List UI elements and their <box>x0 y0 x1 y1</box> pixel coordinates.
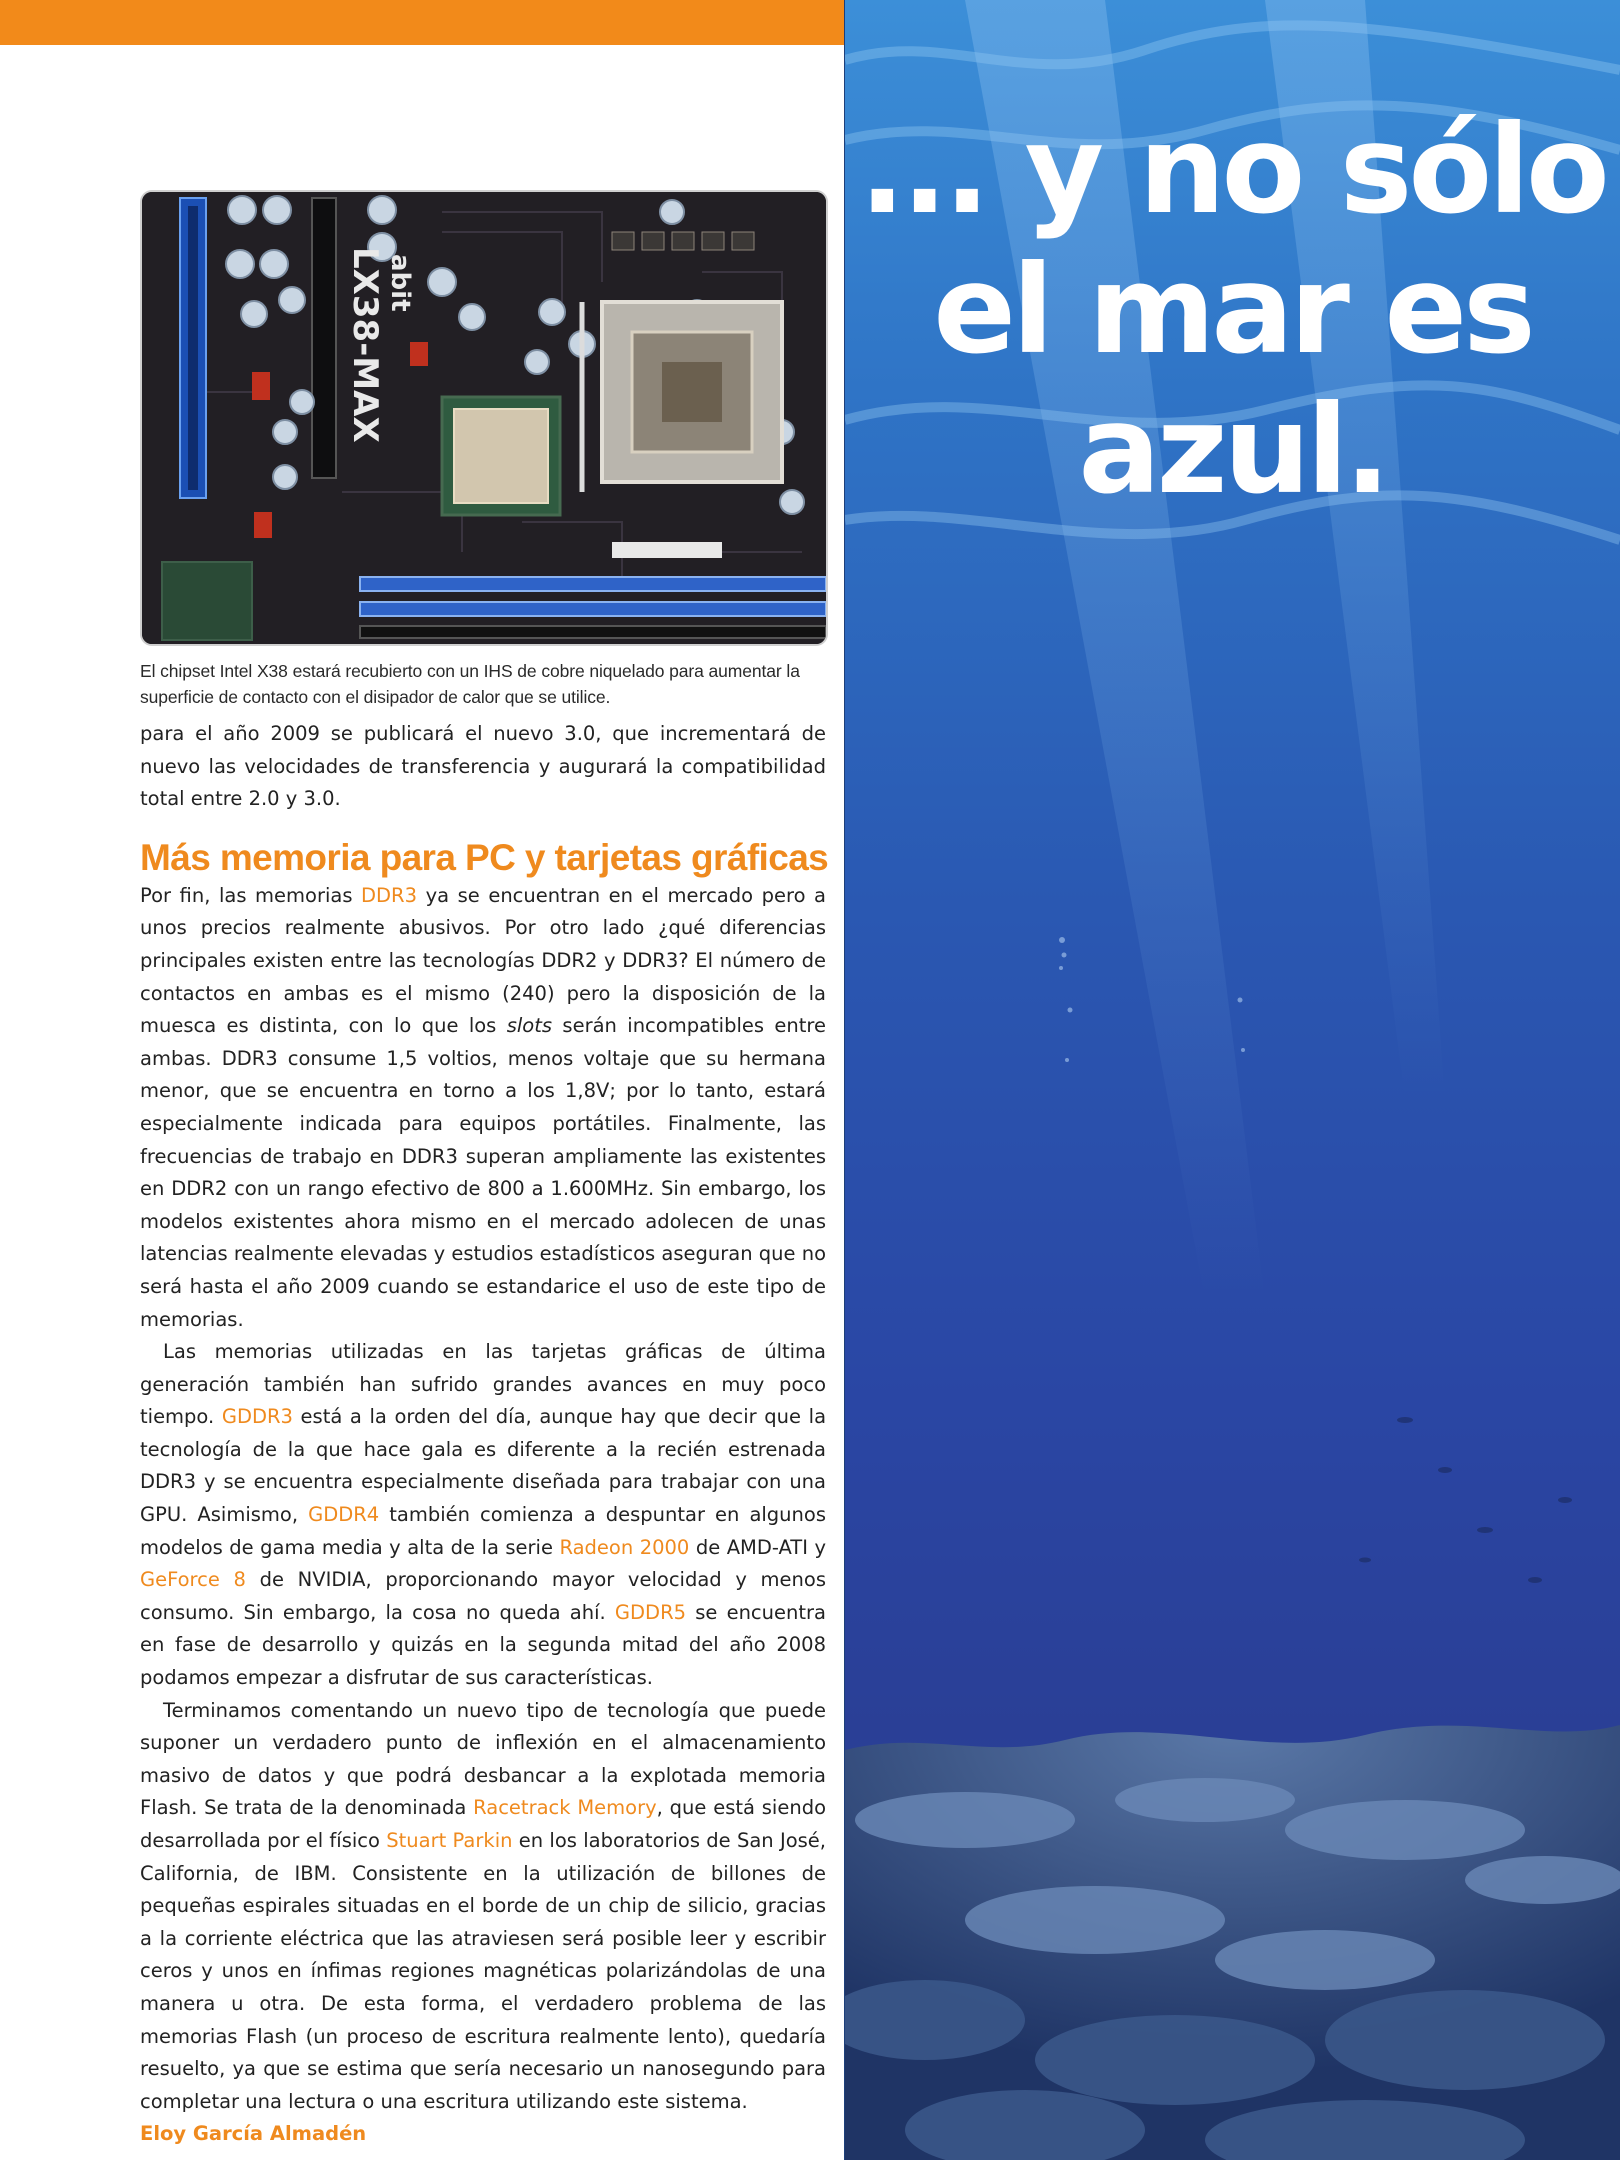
ad-slogan <box>845 100 1620 520</box>
motherboard-illustration <box>142 192 826 644</box>
link-gddr3[interactable]: GDDR3 <box>221 1405 293 1429</box>
motherboard-photo <box>140 190 828 646</box>
slogan-line-3: azul. <box>1078 379 1387 521</box>
paragraph-ddr3 <box>140 880 826 1336</box>
link-racetrack-memory[interactable]: Racetrack Memory <box>473 1796 657 1820</box>
article-author: Eloy García Almadén <box>140 2122 367 2146</box>
text-run: , que está siendo desarrollada por el físico <box>140 1796 826 1852</box>
section-heading: Más memoria para PC y tarjetas gráficas <box>140 836 829 878</box>
paragraph-gddr <box>140 1336 826 1695</box>
link-ddr3[interactable]: DDR3 <box>361 883 418 907</box>
intro-paragraph: para el año 2009 se publicará el nuevo 3.0, que incrementará de nuevo las velocidades de transferencia y augurará la compatibilidad total entre 2.0 y 3.0. <box>140 722 826 811</box>
ad-panel <box>845 0 1620 2160</box>
text-run: Las memorias utilizadas en las tarjetas gráficas de última generación también han sufrido grandes avances en muy poco tiempo. <box>140 1340 826 1429</box>
text-run: ya se encuentran en el mercado pero a unos precios realmente abusivos. Por otro lado ¿qué diferencias principales existen entre las tecnologías DDR2 y DDR3? El número de contactos en ambas es el mismo (240) pero la disposición de la muesca es distinta, con lo que los <box>140 883 826 1038</box>
text-run: de NVIDIA, proporcionando mayor velocidad y menos consumo. Sin embargo, la cosa no queda ahí. <box>140 1568 826 1624</box>
board-model-label: LX38-MAX <box>345 247 385 443</box>
photo-caption: El chipset Intel X38 estará recubierto con un IHS de cobre niquelado para aumentar la superficie de contacto con el disipador de calor que se utilice. <box>140 661 800 707</box>
text-run: Terminamos comentando un nuevo tipo de tecnología que puede suponer un verdadero punto de inflexión en el almacenamiento masivo de datos y que podrá desbancar a la explotada memoria Flash. Se trata de la denominada <box>140 1698 826 1820</box>
link-radeon-2000[interactable]: Radeon 2000 <box>559 1535 690 1559</box>
paragraph-racetrack <box>140 1695 826 2119</box>
link-geforce-8[interactable]: GeForce 8 <box>140 1568 246 1592</box>
text-run: se encuentra en fase de desarrollo y quizás en la segunda mitad del año 2008 podamos empezar a disfrutar de sus características. <box>140 1600 826 1690</box>
orange-header-bar <box>0 0 845 45</box>
link-stuart-parkin[interactable]: Stuart Parkin <box>386 1829 513 1852</box>
article-column <box>140 190 829 2150</box>
text-run: en los laboratorios de San José, California, de IBM. Consistente en la utilización de billones de pequeñas espirales situadas en el borde de un chip de silicio, gracias a la corriente eléctrica que las atraviesen será posible leer y escribir ceros y unos en ínfimas regiones magnéticas polarizándolas de una manera u otra. De esta forma, el verdadero problema de las memorias Flash (un proceso de escritura realmente lento), quedaría resuelto, ya que se estima que sería necesario un nanosegundo para completar una lectura o una escritura utilizando este sistema. <box>140 1829 826 2113</box>
text-run-italic: slots <box>506 1014 553 1038</box>
text-run: también comienza a despuntar en algunos modelos de gama media y alta de la serie <box>140 1503 826 1559</box>
text-run: serán incompatibles entre ambas. DDR3 consume 1,5 voltios, menos voltaje que su hermana menor, que se encuentra en torno a los 1,8V; por lo tanto, estará especialmente indicada para equipos portátiles. Finalmente, las frecuencias de trabajo en DDR3 superan ampliamente las existentes en DDR2 con un rango efectivo de 800 a 1.600MHz. Sin embargo, los modelos existentes ahora mismo en el mercado adolecen de unas latencias realmente elevadas y estudios estadísticos aseguran que no será hasta el año 2009 cuando se estandarice el uso de este tipo de memorias. <box>140 1014 826 1331</box>
board-brand-label: abit <box>385 254 415 312</box>
slogan-line-2: el mar es <box>933 239 1532 381</box>
link-gddr4[interactable]: GDDR4 <box>308 1503 380 1527</box>
text-run: de AMD-ATI y <box>689 1535 826 1559</box>
text-run: está a la orden del día, aunque hay que decir que la tecnología de la que hace gala es diferente a la recién estrenada DDR3 y se encuentra especialmente diseñada para trabajar con una GPU. Asimismo, <box>140 1405 827 1527</box>
slogan-line-1: ... y no sólo <box>859 99 1606 241</box>
link-gddr5[interactable]: GDDR5 <box>614 1600 687 1624</box>
text-run: Por fin, las memorias <box>140 883 362 907</box>
